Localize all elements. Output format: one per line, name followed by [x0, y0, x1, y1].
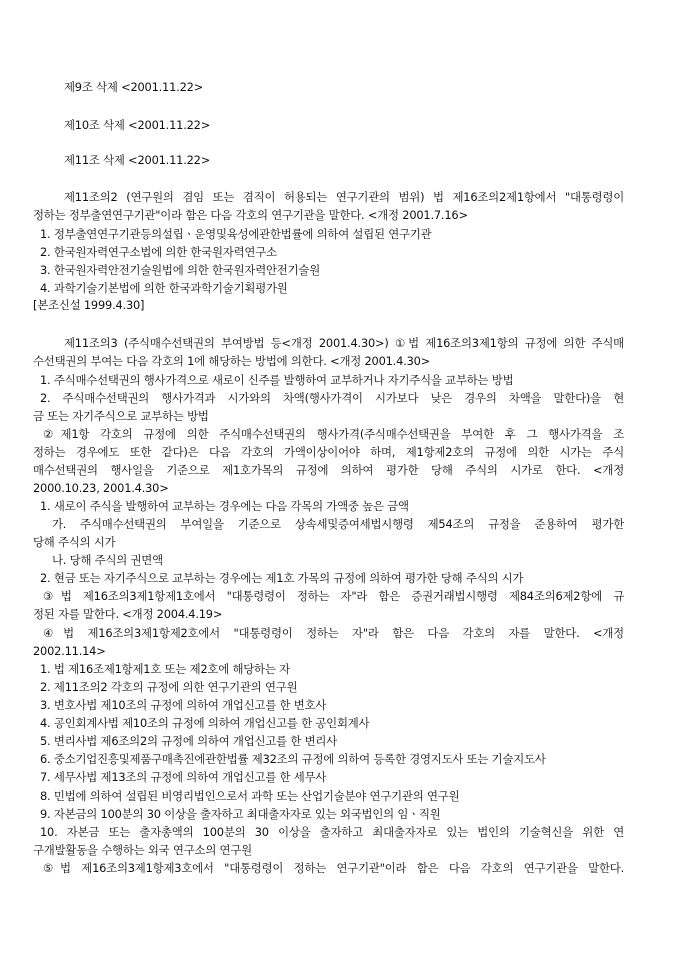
- list-item: 9. 자본금의 100분의 30 이상을 출자하고 최대출자자로 있는 외국법인의 임ㆍ직원: [40, 807, 441, 821]
- deleted-article-10: 제10조 삭제 <2001.11.22>: [64, 118, 211, 132]
- paragraph-line: 2000.10.23, 2001.4.30>: [33, 481, 169, 495]
- list-item: 1. 정부출연연구기관등의설립ㆍ운영및육성에관한법률에 의하여 설립된 연구기관: [40, 227, 432, 241]
- list-item: 2. 현금 또는 자기주식으로 교부하는 경우에는 제1호 가목의 규정에 의하여 평가한 당해 주식의 시가: [40, 571, 524, 585]
- paragraph-line: 수선택권의 부여는 다음 각호의 1에 해당하는 방법에 의한다. <개정 2001.4.30>: [33, 354, 431, 368]
- list-item: 7. 세무사법 제13조의 규정에 의하여 개업신고를 한 세무사: [40, 770, 327, 784]
- list-item: 2. 주식매수선택권의 행사가격과 시가와의 차액(행사가격이 시가보다 낮은 경우의 차액을 말한다)을 현: [40, 391, 624, 405]
- article-11-2-footnote: [본조신설 1999.4.30]: [33, 298, 145, 312]
- list-item-cont: 구개발활동을 수행하는 외국 연구소의 연구원: [33, 843, 252, 857]
- paragraph-line: 2002.11.14>: [33, 644, 106, 658]
- list-item: 6. 중소기업진흥및제품구매촉진에관한법률 제32조의 규정에 의하여 등록한 경영지도사 또는 기술지도사: [40, 752, 546, 766]
- sub-list-item-cont: 당해 주식의 시가: [33, 535, 116, 549]
- paragraph-line: 매수선택권의 행사일을 기준으로 제1호가목의 규정에 의하여 평가한 당해 주식의 시가로 한다. <개정: [33, 463, 624, 477]
- list-item: 8. 민법에 의하여 설립된 비영리법인으로서 과학 또는 산업기술분야 연구기관의 연구원: [40, 789, 460, 803]
- paragraph-2: ②제1항 각호의 규정에 의한 주식매수선택권의 행사가격(주식매수선택권을 부여한 후 그 행사가격을 조: [43, 427, 624, 441]
- article-11-2-heading: 제11조의2 (연구원의 겸임 또는 겸직이 허용되는 연구기관의 범위) 법 제16조의2제1항에서 "대통령령이: [64, 190, 624, 204]
- sub-list-item: 가. 주식매수선택권의 부여일을 기준으로 상속세및증여세법시행령 제54조의 규정을 준용하여 평가한: [52, 517, 624, 531]
- deleted-article-11: 제11조 삭제 <2001.11.22>: [64, 153, 211, 167]
- list-item: 10. 자본금 또는 출자총액의 100분의 30 이상을 출자하고 최대출자자로 있는 법인의 기술혁신을 위한 연: [40, 825, 624, 839]
- sub-list-item: 나. 당해 주식의 권면액: [52, 553, 163, 567]
- list-item: 3. 변호사법 제10조의 규정에 의하여 개업신고를 한 변호사: [40, 698, 327, 712]
- paragraph-line: 정된 자를 말한다. <개정 2004.4.19>: [33, 607, 223, 621]
- list-item: 1. 법 제16조제1항제1호 또는 제2호에 해당하는 자: [40, 662, 290, 676]
- article-11-2-heading-cont: 정하는 정부출연연구기관"이라 함은 다음 각호의 연구기관을 말한다. <개정 2001.7.16>: [33, 208, 468, 222]
- list-item: 1. 새로이 주식을 발행하여 교부하는 경우에는 다음 각목의 가액중 높은 금액: [40, 499, 409, 513]
- list-item-cont: 금 또는 자기주식으로 교부하는 방법: [33, 409, 209, 423]
- list-item: 4. 과학기술기본법에 의한 한국과학기술기획평가원: [40, 281, 288, 295]
- list-item: 5. 변리사법 제6조의2의 규정에 의하여 개업신고를 한 변리사: [40, 734, 337, 748]
- article-11-3-heading: 제11조의3 (주식매수선택권의 부여방법 등<개정 2001.4.30>) ①법 제16조의3제1항의 규정에 의한 주식매: [64, 336, 624, 350]
- deleted-article-9: 제9조 삭제 <2001.11.22>: [64, 80, 204, 94]
- list-item: 3. 한국원자력안전기술원법에 의한 한국원자력안전기술원: [40, 263, 321, 277]
- list-item: 2. 제11조의2 각호의 규정에 의한 연구기관의 연구원: [40, 680, 298, 694]
- paragraph-3: ③법 제16조의3제1항제1호에서 "대통령령이 정하는 자"라 함은 증권거래법시행령 제84조의6제2항에 규: [43, 589, 624, 603]
- list-item: 4. 공인회계사법 제10조의 규정에 의하여 개업신고를 한 공인회계사: [40, 716, 370, 730]
- list-item: 1. 주식매수선택권의 행사가격으로 새로이 신주를 발행하여 교부하거나 자기주식을 교부하는 방법: [40, 373, 514, 387]
- paragraph-4: ④법 제16조의3제1항제2호에서 "대통령령이 정하는 자"라 함은 다음 각호의 자를 말한다. <개정: [43, 626, 624, 640]
- paragraph-line: 정하는 경우에도 또한 같다)은 다음 각호의 가액이상이어야 하며, 제1항제2호의 규정에 의한 시가는 주식: [33, 445, 624, 459]
- list-item: 2. 한국원자력연구소법에 의한 한국원자력연구소: [40, 245, 277, 259]
- paragraph-5: ⑤법 제16조의3제1항제3호에서 "대통령령이 정하는 연구기관"이라 함은 다음 각호의 연구기관을 말한다.: [43, 861, 624, 875]
